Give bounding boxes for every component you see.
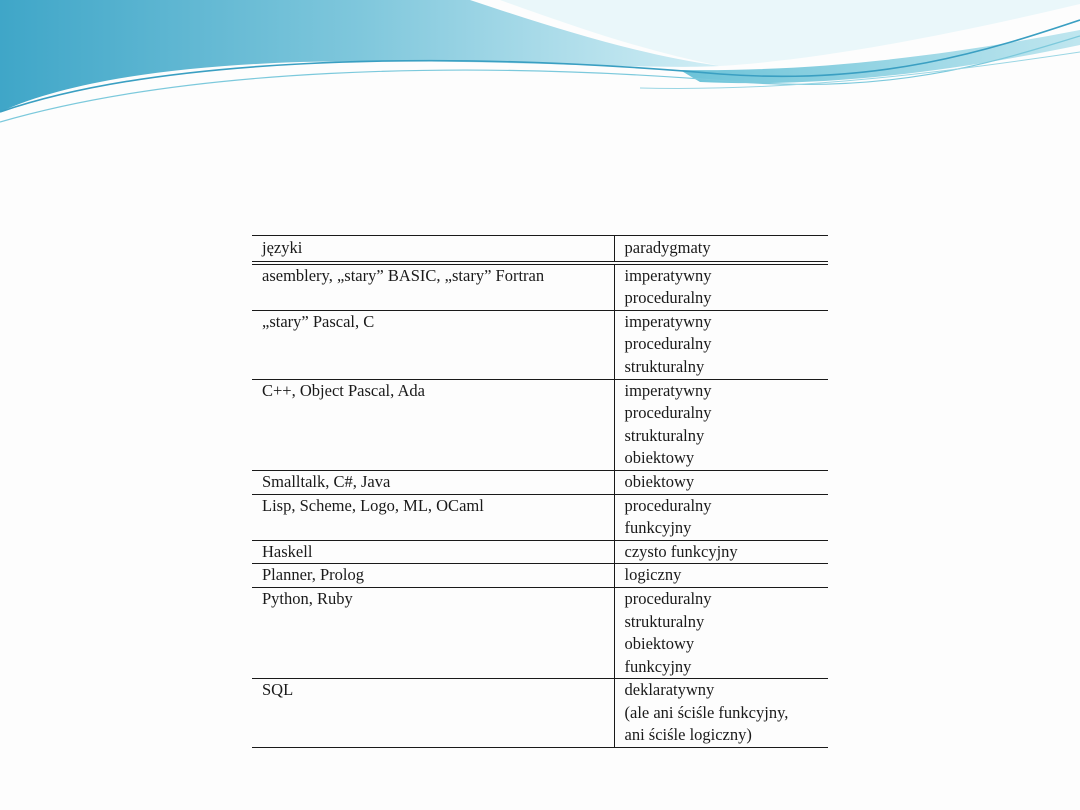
paradigm-text: imperatywny <box>624 311 712 331</box>
cell-languages <box>252 587 614 678</box>
table-row <box>252 587 828 678</box>
paradigm-text: proceduralny <box>624 288 712 308</box>
languages-text: SQL <box>262 680 294 700</box>
paradigm-text: (ale ani ściśle funkcyjny, <box>624 702 789 722</box>
cell-paradigms <box>614 470 828 494</box>
cell-languages <box>252 564 614 588</box>
paradigm-text: obiektowy <box>624 634 695 654</box>
paradigm-text: obiektowy <box>624 471 695 491</box>
languages-paradigms-table-container <box>252 235 828 748</box>
table-row <box>252 540 828 564</box>
paradigm-text: strukturalny <box>624 611 705 631</box>
table-row <box>252 494 828 540</box>
cell-paradigms <box>614 494 828 540</box>
table-body <box>252 263 828 748</box>
cell-languages <box>252 494 614 540</box>
languages-text: C++, Object Pascal, Ada <box>262 380 425 400</box>
paradigm-text: strukturalny <box>624 356 705 376</box>
paradigm-text: ani ściśle logiczny) <box>624 725 752 745</box>
paradigm-text: proceduralny <box>624 403 712 423</box>
cell-paradigms <box>614 679 828 748</box>
table-header-row <box>252 236 828 263</box>
table-row <box>252 470 828 494</box>
cell-languages <box>252 679 614 748</box>
languages-text: Planner, Prolog <box>262 565 364 585</box>
languages-paradigms-table <box>252 235 828 748</box>
cell-paradigms <box>614 379 828 470</box>
paradigm-text: czysto funkcyjny <box>624 541 738 561</box>
paradigm-text: proceduralny <box>624 334 712 354</box>
paradigm-text: proceduralny <box>624 495 712 515</box>
paradigm-text: logiczny <box>624 565 682 585</box>
paradigm-text: imperatywny <box>624 265 712 285</box>
header-languages: języki <box>252 236 614 263</box>
cell-languages <box>252 310 614 379</box>
table-row <box>252 310 828 379</box>
cell-languages <box>252 263 614 311</box>
decorative-swoosh-banner <box>0 0 1080 130</box>
paradigm-text: funkcyjny <box>624 518 692 538</box>
table-row <box>252 564 828 588</box>
paradigm-text: strukturalny <box>624 425 705 445</box>
cell-languages <box>252 540 614 564</box>
cell-paradigms <box>614 564 828 588</box>
languages-text: Smalltalk, C#, Java <box>262 471 391 491</box>
paradigm-text: imperatywny <box>624 380 712 400</box>
table-row <box>252 679 828 748</box>
paradigm-text: deklaratywny <box>624 680 715 700</box>
table-row <box>252 379 828 470</box>
cell-paradigms <box>614 540 828 564</box>
cell-paradigms <box>614 587 828 678</box>
paradigm-text: obiektowy <box>624 448 695 468</box>
cell-languages <box>252 470 614 494</box>
languages-text: Lisp, Scheme, Logo, ML, OCaml <box>262 495 484 515</box>
header-paradigms: paradygmaty <box>614 236 828 263</box>
languages-text: „stary” Pascal, C <box>262 311 375 331</box>
languages-text: asemblery, „stary” BASIC, „stary” Fortran <box>262 265 545 285</box>
cell-languages <box>252 379 614 470</box>
cell-paradigms <box>614 310 828 379</box>
cell-paradigms <box>614 263 828 311</box>
paradigm-text: proceduralny <box>624 588 712 608</box>
paradigm-text: funkcyjny <box>624 656 692 676</box>
table-row <box>252 263 828 311</box>
languages-text: Python, Ruby <box>262 588 353 608</box>
languages-text: Haskell <box>262 541 313 561</box>
